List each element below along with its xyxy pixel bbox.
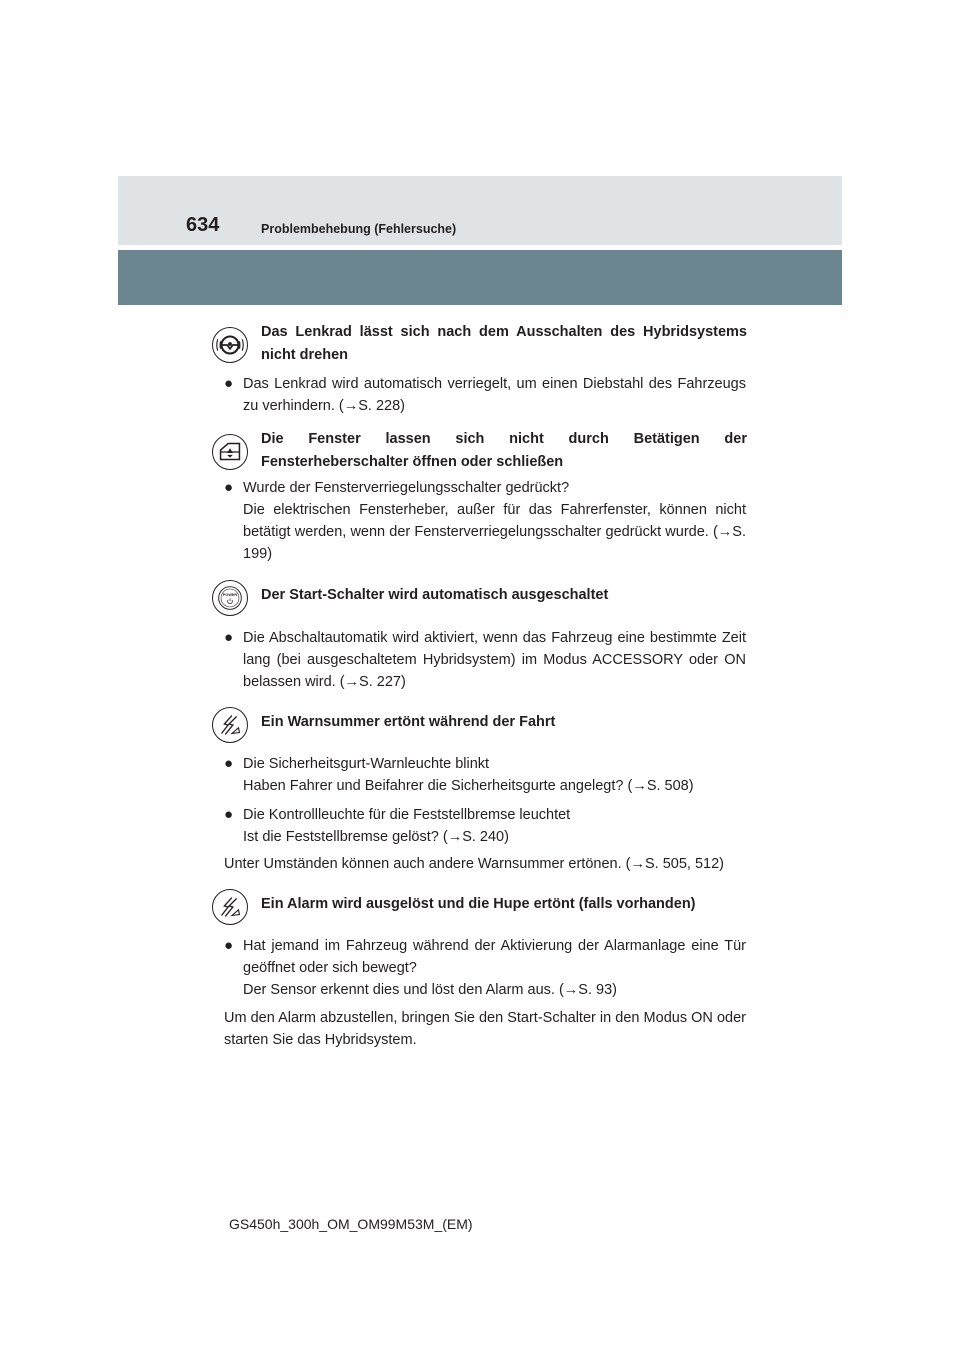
bullet-text: Die Sicherheitsgurt-Warnleuchte blinkt [243,756,490,772]
power-button-icon [212,580,248,616]
bullet-dot: ● [224,755,234,772]
problem-title: Das Lenkrad lässt sich nach dem Ausschalten des Hybridsystems nicht drehen [261,324,747,363]
bullet-text: Die Abschaltautomatik wird aktiviert, wenn das Fahrzeug eine bestimmte Zeit lang (bei ausgeschaltetem Hybridsystem) im Modus ACCESSORY oder ON belassen wird. (→S. 227) [243,630,746,690]
footer-doc-code: GS450h_300h_OM_OM99M53M_(EM) [229,1216,473,1232]
header-bar [118,250,842,305]
problem-title: Der Start-Schalter wird automatisch ausgeschaltet [261,587,609,603]
problem-title: Ein Alarm wird ausgelöst und die Hupe ertönt (falls vorhanden) [261,896,696,912]
bullet-detail: Haben Fahrer und Beifahrer die Sicherheitsgurte angelegt? (→S. 508) [243,778,694,794]
bullet-text: Wurde der Fensterverriegelungsschalter gedrückt? [243,480,570,496]
note-text: Unter Umständen können auch andere Warnsummer ertönen. (→S. 505, 512) [224,856,724,872]
problem-title: Die Fenster lassen sich nicht durch Betätigen der Fensterheberschalter öffnen oder schließen [261,431,747,470]
power-label: POWER [222,593,238,598]
bullet-detail: Der Sensor erkennt dies und löst den Alarm aus. (→S. 93) [243,982,617,998]
bullet-text: Hat jemand im Fahrzeug während der Aktivierung der Alarmanlage eine Tür geöffnet oder sich bewegt? [243,938,746,976]
window-icon [212,434,248,470]
bullet-dot: ● [224,806,234,823]
section-title: Problembehebung (Fehlersuche) [261,222,457,236]
bullet-detail: Ist die Feststellbremse gelöst? (→S. 240) [243,829,509,845]
bullet-dot: ● [224,375,234,392]
bullet-text: Das Lenkrad wird automatisch verriegelt, um einen Diebstahl des Fahrzeugs zu verhindern. (→S. 228) [243,376,746,414]
bullet-dot: ● [224,629,234,646]
problem-title: Ein Warnsummer ertönt während der Fahrt [261,714,556,730]
bullet-text: Die Kontrollleuchte für die Feststellbremse leuchtet [243,807,571,823]
bullet-dot: ● [224,479,234,496]
page-number: 634 [186,214,220,236]
header-band [118,176,842,245]
alarm-icon [212,889,248,925]
steering-wheel-lock-icon [212,327,248,363]
warning-buzzer-icon [212,707,248,743]
note-text: Um den Alarm abzustellen, bringen Sie den Start-Schalter in den Modus ON oder starten Sie das Hybridsystem. [224,1010,746,1048]
bullet-detail: Die elektrischen Fensterheber, außer für das Fahrerfenster, können nicht betätigt werden, wenn der Fensterverriegelungsschalter gedrückt wurde. (→S. 199) [243,502,746,562]
bullet-dot: ● [224,937,234,954]
